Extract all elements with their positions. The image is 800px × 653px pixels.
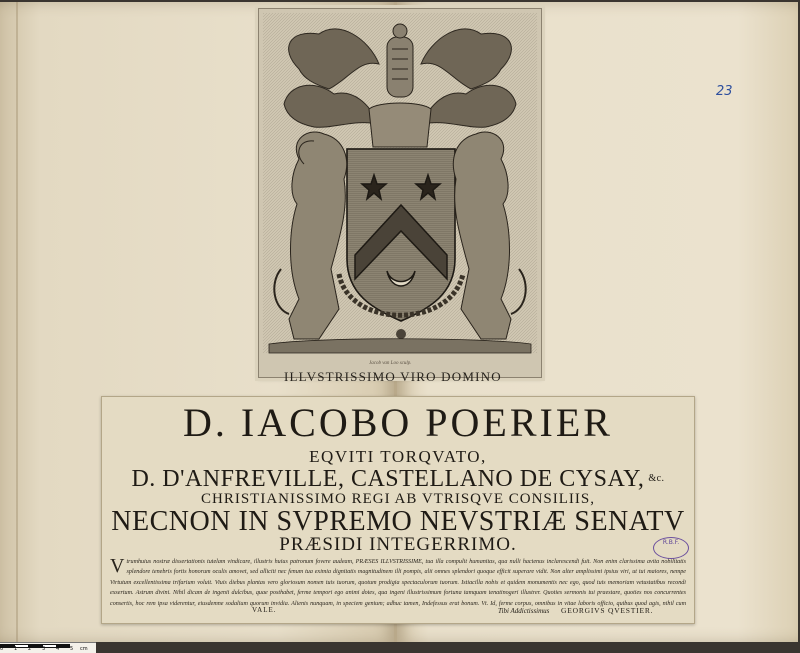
coat-of-arms-illustration [259, 9, 541, 377]
dedication-print [101, 396, 695, 624]
etc-mark: &c. [648, 473, 665, 484]
ruler-mark: 4 [56, 646, 60, 652]
ruler-mark: 3 [42, 646, 46, 652]
ruler-mark: 0 [0, 646, 4, 652]
dedication-body-text: trumhuius nostræ dissertationis tutelam vindicare, illustris huius patronum fovere audeam, PRÆSES ILLVSTRISSIME, tua illa compulit humanitas, qua nulli hactenus inclarescendi fuit. Non enim clarissima avita nobilitatis splendore tenebris fortis honorum oculis amovet, sed alliciti nec fenum tua eximia dignitatis magnitudinem illi pompis, alii omnes splendori quoque efficit superare vidit. Non alter amplissimi ipsius viri, ut tui maiores, nempe Virtutum excellentissima trifarium voluit. Viuis diebus plantas vero gloriosum nomen tuis tuorum, quotum prodigia spectaculorum tuorum. Istiacilla nobis et quidem monumentis nec ego, quod tuis memoriam vetustatibus recondi exsertum. Astrum divini. Nihil dicam de ingenii dulcibus, quae posthabet, ferme tempori ego animi dotes, qua ingeni illustrissimum fortuna tamquam tenatinogeri illustrer. Quoties sermonis tui praestare, quoties nos concurrentes consertis, hoc rem ipsa viderentur, eiusdemne sodalium quorum invidia. Alienis nunquam, in speciem genium; adhuc tamen, Indefessus erat bonum. Vt. Id, ferme corpus, omnibus in vitae laboris officio, quibus quod agis, nihil cum [110, 559, 686, 607]
author-signature: GEORGIVS QVESTIER. [561, 606, 654, 615]
engraver-signature: Jacob van Loo sculp. [369, 361, 412, 366]
engraving-plate [258, 8, 542, 378]
dedication-title-line: EQVITI TORQVATO, [309, 447, 487, 466]
ground [269, 339, 531, 353]
ruler-mark: 1 [14, 646, 18, 652]
dedication-name-line: D. IACOBO POERIER [183, 400, 613, 445]
closing-addictissimus: Tibi Addictissimus [498, 607, 550, 615]
dedication-council-line: CHRISTIANISSIMO REGI AB VTRISQVE CONSILIIS, [201, 491, 595, 507]
collar-pendant [396, 329, 406, 339]
drop-initial: V [110, 557, 125, 577]
dedication-senate-line: NECNON IN SVPREMO NEVSTRIÆ SENATV [111, 506, 685, 537]
ruler-mark: 5 [70, 646, 74, 652]
plate-caption: ILLVSTRISSIMO VIRO DOMINO [284, 369, 502, 384]
scale-ruler [0, 642, 96, 653]
ruler-mark: 2 [28, 646, 32, 652]
shield [347, 149, 455, 321]
dedication-president-line: PRÆSIDI INTEGERRIMO. [279, 534, 517, 555]
dedication-body [110, 557, 686, 607]
library-stamp: R.B.F. [653, 537, 689, 559]
folio-number: 23 [716, 84, 733, 99]
closing-vale: VALE. [252, 606, 277, 614]
ruler-unit: cm [80, 646, 88, 652]
dedication-castellan-line [102, 465, 694, 493]
castellan-text: D. D'ANFREVILLE, CASTELLANO DE CYSAY, [131, 466, 645, 492]
